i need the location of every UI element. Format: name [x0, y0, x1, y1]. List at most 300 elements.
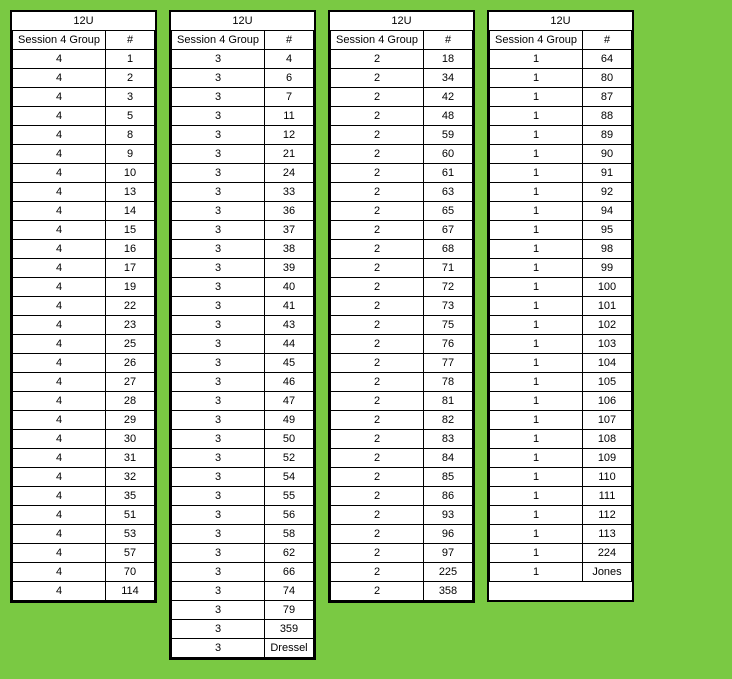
- cell-number: 17: [106, 259, 155, 278]
- cell-number: 114: [106, 582, 155, 601]
- table-row: [331, 202, 473, 221]
- cell-number: 32: [106, 468, 155, 487]
- cell-number: 96: [424, 525, 473, 544]
- cell-group: 2: [331, 50, 424, 69]
- cell-number: 92: [583, 183, 632, 202]
- table-row: [13, 183, 155, 202]
- cell-group: 3: [172, 126, 265, 145]
- cell-group: 1: [490, 316, 583, 335]
- cell-group: 3: [172, 259, 265, 278]
- table-row: [490, 487, 632, 506]
- table-row: [331, 411, 473, 430]
- table-row: [172, 335, 314, 354]
- cell-number: 64: [583, 50, 632, 69]
- table-title: 12U: [172, 12, 314, 31]
- table-row: [172, 50, 314, 69]
- cell-number: 24: [265, 164, 314, 183]
- cell-group: 3: [172, 430, 265, 449]
- cell-number: 33: [265, 183, 314, 202]
- table-title-row: [331, 12, 473, 31]
- cell-number: 107: [583, 411, 632, 430]
- cell-number: 80: [583, 69, 632, 88]
- cell-group: 2: [331, 449, 424, 468]
- cell-group: 2: [331, 525, 424, 544]
- table-row: [172, 259, 314, 278]
- cell-number: 39: [265, 259, 314, 278]
- cell-group: 2: [331, 145, 424, 164]
- cell-group: 1: [490, 373, 583, 392]
- cell-number: 99: [583, 259, 632, 278]
- cell-number: 112: [583, 506, 632, 525]
- cell-group: 3: [172, 221, 265, 240]
- table-row: [172, 601, 314, 620]
- cell-group: 3: [172, 487, 265, 506]
- table-row: [490, 240, 632, 259]
- table-row: [13, 487, 155, 506]
- cell-group: 1: [490, 50, 583, 69]
- cell-group: 3: [172, 620, 265, 639]
- cell-number: 57: [106, 544, 155, 563]
- cell-number: 97: [424, 544, 473, 563]
- table-row: [13, 240, 155, 259]
- cell-group: 4: [13, 240, 106, 259]
- cell-number: 29: [106, 411, 155, 430]
- cell-group: 4: [13, 50, 106, 69]
- table-row: [172, 278, 314, 297]
- table-row: [331, 430, 473, 449]
- column-header-number: #: [583, 31, 632, 50]
- cell-group: 4: [13, 316, 106, 335]
- table-row: [13, 449, 155, 468]
- cell-group: 4: [13, 126, 106, 145]
- cell-group: 4: [13, 582, 106, 601]
- cell-number: 62: [265, 544, 314, 563]
- cell-group: 4: [13, 411, 106, 430]
- table-row: [172, 449, 314, 468]
- cell-group: 4: [13, 563, 106, 582]
- table-row: [13, 126, 155, 145]
- cell-group: 4: [13, 297, 106, 316]
- table-row: [13, 411, 155, 430]
- cell-number: 47: [265, 392, 314, 411]
- table-row: [331, 354, 473, 373]
- cell-number: 5: [106, 107, 155, 126]
- table-row: [331, 468, 473, 487]
- cell-number: 53: [106, 525, 155, 544]
- table-row: [13, 582, 155, 601]
- cell-number: 67: [424, 221, 473, 240]
- table-row: [13, 297, 155, 316]
- table-row: [490, 411, 632, 430]
- cell-number: 44: [265, 335, 314, 354]
- cell-group: 4: [13, 259, 106, 278]
- cell-number: 10: [106, 164, 155, 183]
- table-row: [490, 221, 632, 240]
- table-row: [331, 278, 473, 297]
- cell-number: 8: [106, 126, 155, 145]
- cell-group: 1: [490, 278, 583, 297]
- table-row: [172, 525, 314, 544]
- cell-number: 48: [424, 107, 473, 126]
- table-row: [490, 373, 632, 392]
- cell-number: 58: [265, 525, 314, 544]
- table-row: [490, 183, 632, 202]
- cell-number: 63: [424, 183, 473, 202]
- cell-number: 88: [583, 107, 632, 126]
- cell-number: 359: [265, 620, 314, 639]
- table-row: [490, 88, 632, 107]
- cell-group: 2: [331, 69, 424, 88]
- cell-group: 1: [490, 449, 583, 468]
- cell-group: 1: [490, 69, 583, 88]
- cell-group: 2: [331, 221, 424, 240]
- table-row: [490, 354, 632, 373]
- cell-number: 81: [424, 392, 473, 411]
- column-header-number: #: [265, 31, 314, 50]
- cell-group: 1: [490, 297, 583, 316]
- cell-number: 59: [424, 126, 473, 145]
- table-row: [331, 487, 473, 506]
- table-row: [490, 468, 632, 487]
- cell-group: 3: [172, 563, 265, 582]
- cell-number: 89: [583, 126, 632, 145]
- column-header-group: Session 4 Group: [13, 31, 106, 50]
- table-row: [490, 316, 632, 335]
- table-row: [490, 430, 632, 449]
- cell-group: 2: [331, 126, 424, 145]
- cell-group: 3: [172, 202, 265, 221]
- cell-number: 27: [106, 373, 155, 392]
- cell-group: 3: [172, 88, 265, 107]
- cell-number: 225: [424, 563, 473, 582]
- cell-group: 3: [172, 373, 265, 392]
- table-row: [172, 316, 314, 335]
- cell-number: Dressel: [265, 639, 314, 658]
- table-row: [490, 126, 632, 145]
- cell-number: 68: [424, 240, 473, 259]
- cell-number: 3: [106, 88, 155, 107]
- cell-number: Jones: [583, 563, 632, 582]
- table-row: [172, 221, 314, 240]
- cell-group: 3: [172, 639, 265, 658]
- table-row: [490, 297, 632, 316]
- table-title: 12U: [490, 12, 632, 31]
- cell-number: 105: [583, 373, 632, 392]
- cell-number: 15: [106, 221, 155, 240]
- cell-number: 82: [424, 411, 473, 430]
- table-row: [331, 164, 473, 183]
- table-title: 12U: [13, 12, 155, 31]
- cell-number: 34: [424, 69, 473, 88]
- table-row: [13, 278, 155, 297]
- table-row: [13, 373, 155, 392]
- table-row: [13, 544, 155, 563]
- cell-group: 4: [13, 107, 106, 126]
- cell-number: 50: [265, 430, 314, 449]
- cell-number: 76: [424, 335, 473, 354]
- cell-group: 1: [490, 259, 583, 278]
- cell-number: 23: [106, 316, 155, 335]
- cell-number: 94: [583, 202, 632, 221]
- table-row: [172, 392, 314, 411]
- table-row: [490, 259, 632, 278]
- cell-number: 25: [106, 335, 155, 354]
- table-title-row: [490, 12, 632, 31]
- cell-group: 3: [172, 145, 265, 164]
- cell-group: 4: [13, 88, 106, 107]
- table-row: [172, 468, 314, 487]
- cell-group: 4: [13, 449, 106, 468]
- cell-group: 3: [172, 525, 265, 544]
- cell-group: 1: [490, 411, 583, 430]
- table-row: [331, 107, 473, 126]
- table-row: [13, 563, 155, 582]
- table-row: [490, 145, 632, 164]
- cell-group: 3: [172, 601, 265, 620]
- table-row: [13, 164, 155, 183]
- cell-number: 61: [424, 164, 473, 183]
- cell-group: 4: [13, 468, 106, 487]
- table-row: [13, 50, 155, 69]
- cell-group: 2: [331, 107, 424, 126]
- table-row: [172, 487, 314, 506]
- cell-group: 4: [13, 145, 106, 164]
- cell-number: 66: [265, 563, 314, 582]
- cell-number: 40: [265, 278, 314, 297]
- table-row: [13, 145, 155, 164]
- table-title: 12U: [331, 12, 473, 31]
- cell-number: 52: [265, 449, 314, 468]
- cell-group: 3: [172, 354, 265, 373]
- cell-number: 4: [265, 50, 314, 69]
- table-row: [172, 202, 314, 221]
- cell-number: 1: [106, 50, 155, 69]
- table-row: [172, 183, 314, 202]
- cell-number: 83: [424, 430, 473, 449]
- cell-group: 2: [331, 354, 424, 373]
- cell-number: 85: [424, 468, 473, 487]
- table-row: [331, 50, 473, 69]
- table-row: [490, 69, 632, 88]
- cell-group: 1: [490, 202, 583, 221]
- cell-number: 55: [265, 487, 314, 506]
- column-header-number: #: [424, 31, 473, 50]
- cell-group: 1: [490, 183, 583, 202]
- group-table-3: [328, 10, 475, 603]
- table-row: [331, 221, 473, 240]
- cell-group: 2: [331, 430, 424, 449]
- group-table-4: [487, 10, 634, 602]
- cell-group: 3: [172, 506, 265, 525]
- table-row: [331, 240, 473, 259]
- cell-group: 2: [331, 373, 424, 392]
- cell-number: 9: [106, 145, 155, 164]
- cell-number: 224: [583, 544, 632, 563]
- cell-number: 2: [106, 69, 155, 88]
- cell-number: 13: [106, 183, 155, 202]
- cell-number: 19: [106, 278, 155, 297]
- cell-number: 26: [106, 354, 155, 373]
- cell-group: 4: [13, 525, 106, 544]
- cell-number: 101: [583, 297, 632, 316]
- cell-number: 100: [583, 278, 632, 297]
- cell-number: 74: [265, 582, 314, 601]
- cell-number: 98: [583, 240, 632, 259]
- cell-number: 93: [424, 506, 473, 525]
- cell-empty: [583, 582, 632, 601]
- cell-number: 103: [583, 335, 632, 354]
- cell-group: 1: [490, 563, 583, 582]
- table-row: [172, 620, 314, 639]
- roster-table: [12, 12, 155, 601]
- cell-number: 7: [265, 88, 314, 107]
- cell-group: 1: [490, 164, 583, 183]
- cell-group: 4: [13, 278, 106, 297]
- table-row: [490, 50, 632, 69]
- cell-group: 2: [331, 411, 424, 430]
- cell-number: 31: [106, 449, 155, 468]
- cell-group: 4: [13, 506, 106, 525]
- cell-number: 41: [265, 297, 314, 316]
- cell-group: 4: [13, 487, 106, 506]
- cell-group: 2: [331, 278, 424, 297]
- cell-number: 30: [106, 430, 155, 449]
- cell-group: 4: [13, 392, 106, 411]
- table-header-row: [172, 31, 314, 50]
- cell-group: 3: [172, 297, 265, 316]
- cell-number: 75: [424, 316, 473, 335]
- cell-number: 38: [265, 240, 314, 259]
- cell-number: 65: [424, 202, 473, 221]
- cell-number: 72: [424, 278, 473, 297]
- cell-group: 1: [490, 240, 583, 259]
- cell-number: 45: [265, 354, 314, 373]
- cell-number: 60: [424, 145, 473, 164]
- cell-number: 358: [424, 582, 473, 601]
- table-row: [172, 107, 314, 126]
- table-row: [490, 506, 632, 525]
- cell-group: 2: [331, 297, 424, 316]
- table-row: [172, 240, 314, 259]
- table-row: [331, 373, 473, 392]
- cell-group: 2: [331, 392, 424, 411]
- table-row: [13, 468, 155, 487]
- cell-group: 2: [331, 335, 424, 354]
- cell-group: 1: [490, 487, 583, 506]
- table-row: [490, 278, 632, 297]
- cell-number: 106: [583, 392, 632, 411]
- cell-group: 1: [490, 354, 583, 373]
- column-header-number: #: [106, 31, 155, 50]
- cell-number: 43: [265, 316, 314, 335]
- cell-number: 36: [265, 202, 314, 221]
- cell-group: 2: [331, 544, 424, 563]
- table-row: [13, 392, 155, 411]
- cell-number: 49: [265, 411, 314, 430]
- table-row: [13, 354, 155, 373]
- table-row: [490, 202, 632, 221]
- cell-number: 28: [106, 392, 155, 411]
- table-row: [172, 411, 314, 430]
- table-row: [172, 430, 314, 449]
- cell-group: 3: [172, 69, 265, 88]
- cell-group: 2: [331, 183, 424, 202]
- roster-table: [489, 12, 632, 600]
- cell-group: 1: [490, 335, 583, 354]
- cell-group: 1: [490, 221, 583, 240]
- cell-group: 1: [490, 392, 583, 411]
- table-row: [172, 164, 314, 183]
- cell-group: 1: [490, 88, 583, 107]
- cell-number: 109: [583, 449, 632, 468]
- column-header-group: Session 4 Group: [331, 31, 424, 50]
- table-row: [490, 525, 632, 544]
- cell-group: 1: [490, 525, 583, 544]
- cell-number: 12: [265, 126, 314, 145]
- table-row: [13, 259, 155, 278]
- cell-number: 18: [424, 50, 473, 69]
- cell-number: 21: [265, 145, 314, 164]
- table-row: [172, 88, 314, 107]
- cell-group: 4: [13, 164, 106, 183]
- cell-number: 104: [583, 354, 632, 373]
- table-row: [13, 335, 155, 354]
- cell-group: 1: [490, 506, 583, 525]
- cell-group: 2: [331, 506, 424, 525]
- cell-group: 2: [331, 240, 424, 259]
- table-row: [331, 145, 473, 164]
- table-row: [13, 525, 155, 544]
- cell-group: 3: [172, 50, 265, 69]
- cell-group: 2: [331, 259, 424, 278]
- cell-group: 1: [490, 145, 583, 164]
- table-row: [490, 544, 632, 563]
- table-row: [331, 88, 473, 107]
- cell-number: 90: [583, 145, 632, 164]
- cell-group: 1: [490, 126, 583, 145]
- table-row: [331, 392, 473, 411]
- table-title-row: [13, 12, 155, 31]
- cell-number: 42: [424, 88, 473, 107]
- cell-group: 3: [172, 240, 265, 259]
- cell-group: 1: [490, 544, 583, 563]
- table-row: [331, 335, 473, 354]
- cell-group: 1: [490, 430, 583, 449]
- cell-number: 46: [265, 373, 314, 392]
- table-row: [172, 373, 314, 392]
- cell-number: 87: [583, 88, 632, 107]
- table-row: [331, 259, 473, 278]
- table-row: [331, 69, 473, 88]
- group-table-1: [10, 10, 157, 603]
- cell-number: 71: [424, 259, 473, 278]
- table-row: [172, 297, 314, 316]
- cell-group: 2: [331, 316, 424, 335]
- table-row: [13, 202, 155, 221]
- cell-group: 2: [331, 468, 424, 487]
- cell-number: 102: [583, 316, 632, 335]
- cell-number: 56: [265, 506, 314, 525]
- cell-number: 70: [106, 563, 155, 582]
- cell-group: 3: [172, 449, 265, 468]
- cell-number: 11: [265, 107, 314, 126]
- cell-group: 3: [172, 392, 265, 411]
- table-header-row: [331, 31, 473, 50]
- table-row: [172, 354, 314, 373]
- cell-group: 3: [172, 468, 265, 487]
- table-row: [331, 506, 473, 525]
- table-row: [172, 544, 314, 563]
